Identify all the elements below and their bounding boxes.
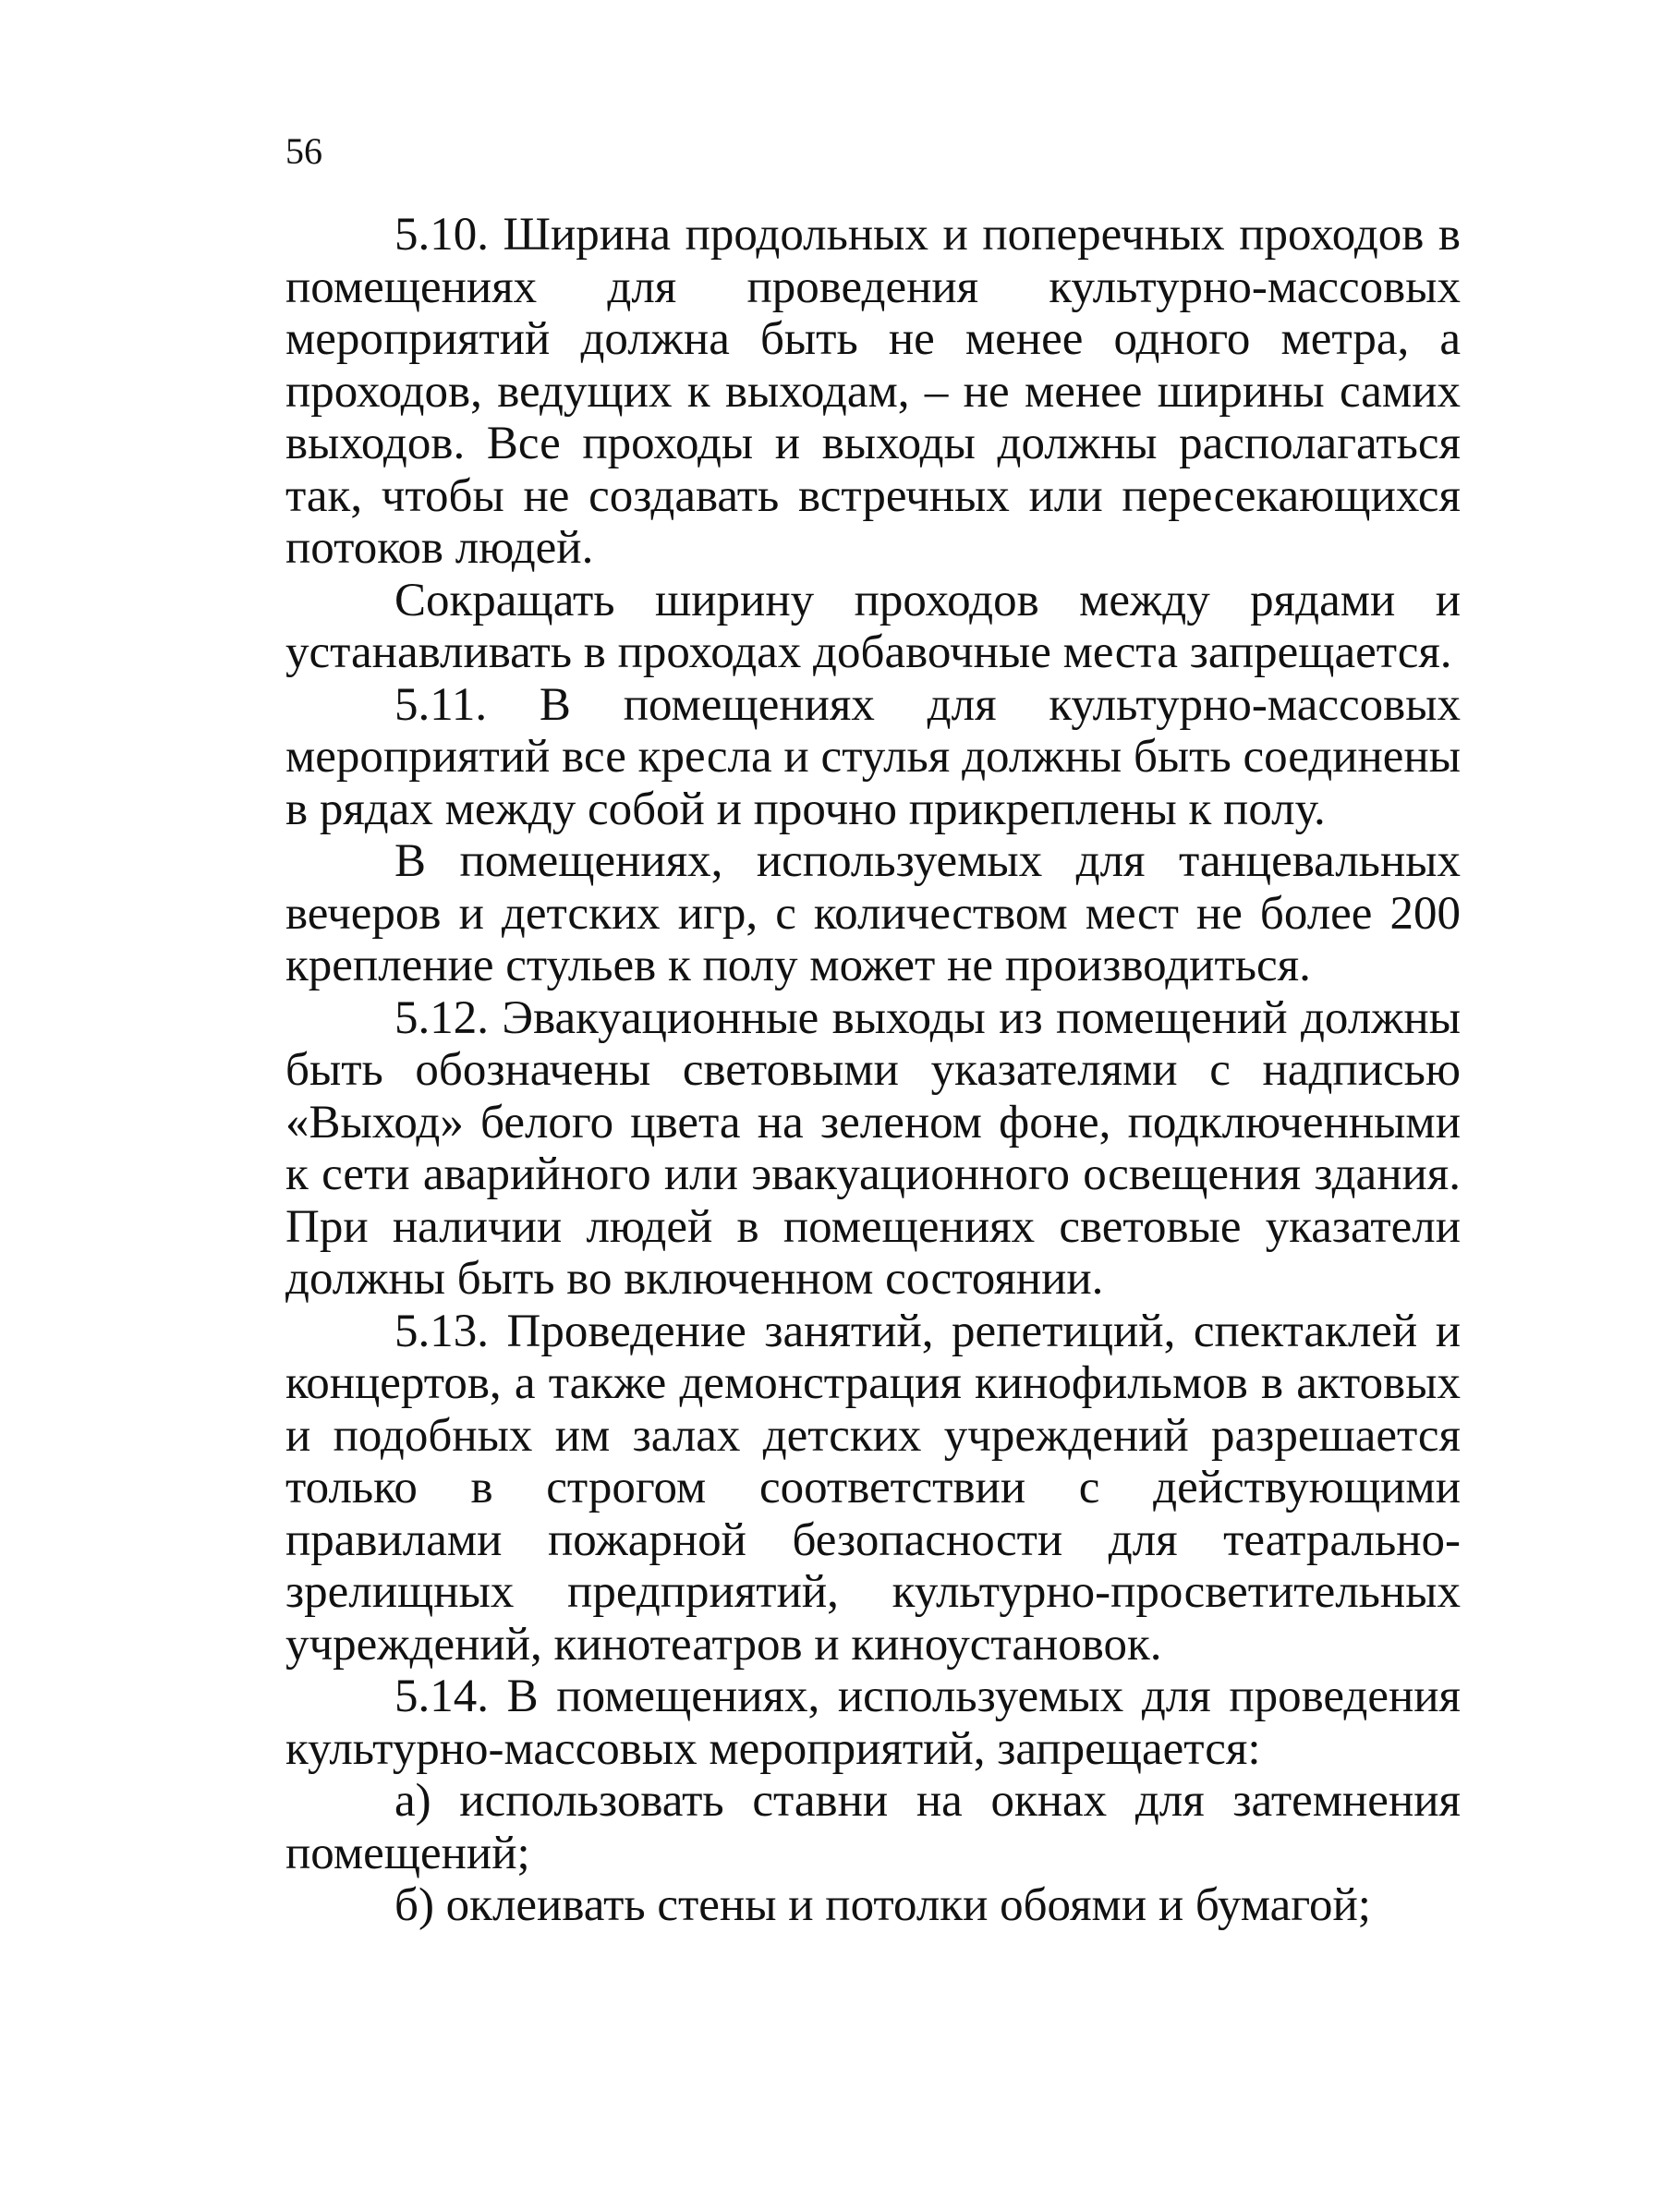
paragraph-5-14: 5.14. В помещениях, используемых для проведения культурно-массовых мероприятий, запрещается: [285,1671,1461,1775]
paragraph-reduce-aisles: Сокращать ширину проходов между рядами и устанавливать в проходах добавочные места запрещается. [285,574,1461,678]
page-number: 56 [285,130,322,172]
body-text [285,209,1461,1932]
list-item-a: а) использовать ставни на окнах для затемнения помещений; [285,1775,1461,1879]
paragraph-5-13: 5.13. Проведение занятий, репетиций, спектаклей и концертов, а также демонстрация кинофильмов в актовых и подобных им залах детских учреждений разрешается только в строгом соответствии с действующими правилами пожарной безопасности для театрально-зрелищных предприятий, культурно-просветительных учреждений, кинотеатров и киноустановок. [285,1305,1461,1671]
list-item-b: б) оклеивать стены и потолки обоями и бумагой; [394,1879,1371,1931]
paragraph-dance-rooms: В помещениях, используемых для танцевальных вечеров и детских игр, с количеством мест не более 200 крепление стульев к полу может не производиться. [285,835,1461,991]
paragraph-5-12: 5.12. Эвакуационные выходы из помещений должны быть обозначены световыми указателями с надписью «Выход» белого цвета на зеленом фоне, подключенными к сети аварийного или эвакуационного освещения здания. При наличии людей в помещениях световые указатели должны быть во включенном состоянии. [285,991,1461,1305]
paragraph-5-10: 5.10. Ширина продольных и поперечных проходов в помещениях для проведения культурно-массовых мероприятий должна быть не менее одного метра, а проходов, ведущих к выходам, – не менее ширины самих выходов. Все проходы и выходы должны располагаться так, чтобы не создавать встречных или пересекающихся потоков людей. [285,209,1461,574]
paragraph-5-11: 5.11. В помещениях для культурно-массовых мероприятий все кресла и стулья должны быть соединены в рядах между собой и прочно прикреплены к полу. [285,678,1461,835]
